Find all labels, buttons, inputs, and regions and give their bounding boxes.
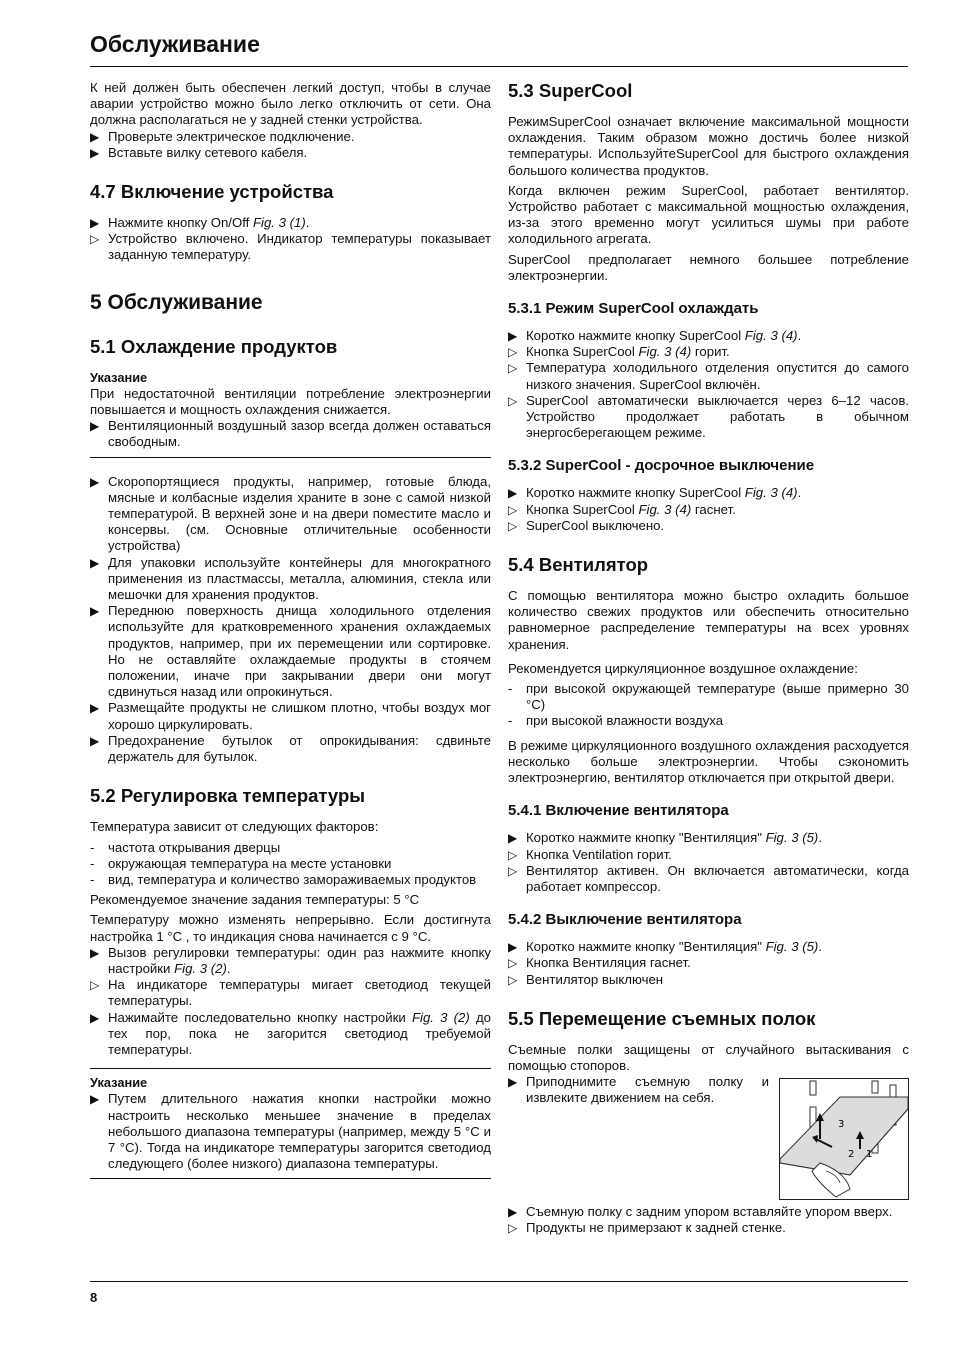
step-arrow-icon: ▶: [90, 733, 100, 748]
paragraph: Съемные полки защищены от случайного вытаскивания с помощью стопоров.: [508, 1041, 909, 1073]
note-text: При недостаточной вентиляции потребление электроэнергии повышается и мощность охлаждения снижается.: [90, 385, 491, 418]
result-triangle-icon: ▷: [508, 502, 518, 517]
instruction-step: ▶ Коротко нажмите кнопку SuperCool Fig. 3 (4).: [508, 328, 802, 344]
instruction-step: ▶ Скоропортящиеся продукты, например, готовые блюда, мясные и колбасные изделия храните в зоне с самой низкой температурой. В верхней зоне и на двери поместите масло и консервы. (см. Основные отличительные особенности устройства): [90, 473, 491, 554]
note-label: Указание: [90, 369, 148, 385]
paragraph: В режиме циркуляционного воздушного охлаждения расходуется несколько больше электроэнергии. Чтобы сэкономить электроэнергию, вентилятор отключается при открытой двери.: [508, 737, 909, 786]
instruction-step: ▶ Вызов регулировки температуры: один раз нажмите кнопку настройки Fig. 3 (2).: [90, 944, 491, 976]
result-triangle-icon: ▷: [90, 978, 100, 993]
instruction-step: ▶ Проверьте электрическое подключение.: [90, 128, 355, 144]
result-step: ▷ Температура холодильного отделения опустится до самого низкого значения. SuperCool включён.: [508, 360, 909, 392]
fig-label-3: 3: [838, 1119, 845, 1131]
step-arrow-icon: ▶: [90, 555, 100, 570]
instruction-step: ▶ Путем длительного нажатия кнопки настройки можно настроить несколько меньшее значение в пределах небольшого диапазона температуры (например, между 5 °C и 7 °C). Тогда на индикаторе температуры загорится светодиод следующего (более низкого) диапазона температуры.: [90, 1091, 491, 1172]
list-item: - частота открывания дверцы: [90, 839, 281, 855]
page-title: Обслуживание: [90, 31, 260, 57]
subsection-heading-5-3-1: 5.3.1 Режим SuperCool охлаждать: [508, 300, 759, 318]
intro-paragraph: К ней должен быть обеспечен легкий доступ, чтобы в случае аварии устройство можно было легко отключить от сети. Она должна располагаться не у задней стенки устройства.: [90, 80, 491, 128]
section-heading-5-1: 5.1 Охлаждение продуктов: [90, 335, 338, 357]
result-step: ▷ Кнопка SuperCool Fig. 3 (4) гаснет.: [508, 501, 736, 517]
instruction-step: ▶ Предохранение бутылок от опрокидывания: сдвиньте держатель для бутылок.: [90, 732, 491, 765]
fig-label-1: 1: [866, 1149, 873, 1161]
page-number: 8: [90, 1290, 98, 1305]
step-arrow-icon: ▶: [90, 945, 100, 960]
list-item: - окружающая температура на месте установки: [90, 855, 392, 871]
step-arrow-icon: ▶: [508, 940, 518, 955]
left-column: [90, 80, 491, 1179]
result-triangle-icon: ▷: [508, 1221, 518, 1236]
subsection-heading-5-3-2: 5.3.2 SuperCool - досрочное выключение: [508, 457, 815, 475]
section-heading-5-5: 5.5 Перемещение съемных полок: [508, 1007, 816, 1029]
step-arrow-icon: ▶: [508, 486, 518, 501]
footer-rule: [90, 1281, 908, 1282]
result-triangle-icon: ▷: [508, 956, 518, 971]
list-item: - при высокой окружающей температуре (выше примерно 30 °C): [508, 681, 909, 713]
result-triangle-icon: ▷: [508, 345, 518, 360]
result-step: ▷ На индикаторе температуры мигает светодиод текущей температуры.: [90, 977, 491, 1009]
instruction-step: ▶ Вставьте вилку сетевого кабеля.: [90, 144, 308, 160]
result-step: ▷ Кнопка SuperCool Fig. 3 (4) горит.: [508, 344, 730, 360]
header-rule: [90, 66, 908, 67]
shelf-instruction-row: [508, 1074, 909, 1200]
paragraph: Рекомендуемое значение задания температуры: 5 °C: [90, 892, 420, 908]
result-triangle-icon: ▷: [90, 232, 100, 247]
paragraph: Рекомендуется циркуляционное воздушное охлаждение:: [508, 660, 858, 676]
step-arrow-icon: ▶: [90, 129, 100, 144]
result-step: ▷ SuperCool автоматически выключается через 6–12 часов. Устройство продолжает работать в обычном энергосберегающем режиме.: [508, 392, 909, 441]
instruction-step: ▶ Нажимайте последовательно кнопку настройки Fig. 3 (2) до тех пор, пока не загорится светодиод требуемой температуры.: [90, 1009, 491, 1057]
section-heading-5-2: 5.2 Регулировка температуры: [90, 785, 366, 807]
paragraph: Когда включен режим SuperCool, работает вентилятор. Устройство работает с максимальной мощностью охлаждения, из-за этого временно могут усилиться шумы при работе холодильного агрегата.: [508, 182, 909, 247]
step-arrow-icon: ▶: [90, 701, 100, 716]
instruction-step: ▶ Для упаковки используйте контейнеры для многократного применения из пластмассы, металла, алюминия, стекла или мешочки для хранения продуктов.: [90, 554, 491, 603]
result-step: ▷ Устройство включено. Индикатор температуры показывает заданную температуру.: [90, 231, 491, 263]
chapter-heading-5: 5 Обслуживание: [90, 290, 263, 314]
instruction-step: ▶ Нажмите кнопку On/Off Fig. 3 (1).: [90, 215, 310, 231]
result-step: ▷ Продукты не примерзают к задней стенке.: [508, 1220, 786, 1236]
step-arrow-icon: ▶: [508, 1075, 518, 1090]
step-arrow-icon: ▶: [90, 145, 100, 160]
shelf-illustration-svg: [780, 1079, 908, 1199]
shelf-removal-illustration: [779, 1078, 909, 1200]
instruction-step: ▶ Приподнимите съемную полку и извлеките движением на себя.: [508, 1074, 769, 1106]
step-arrow-icon: ▶: [90, 604, 100, 619]
step-arrow-icon: ▶: [90, 419, 100, 434]
result-step: ▷ Кнопка Вентиляция гаснет.: [508, 955, 691, 971]
result-triangle-icon: ▷: [508, 518, 518, 533]
result-triangle-icon: ▷: [508, 972, 518, 987]
step-arrow-icon: ▶: [508, 831, 518, 846]
instruction-step: ▶ Размещайте продукты не слишком плотно, чтобы воздух мог хорошо циркулировать.: [90, 700, 491, 732]
paragraph: С помощью вентилятора можно быстро охладить большое количество свежих продуктов или обеспечить относительно равномерное распределение температуры на всех уровнях хранения.: [508, 588, 909, 652]
list-item: - при высокой влажности воздуха: [508, 713, 724, 729]
step-arrow-icon: ▶: [90, 1010, 100, 1025]
result-triangle-icon: ▷: [508, 393, 518, 408]
instruction-step: ▶ Коротко нажмите кнопку "Вентиляция" Fig. 3 (5).: [508, 830, 822, 846]
note-block: [90, 1068, 491, 1179]
step-arrow-icon: ▶: [90, 1092, 100, 1107]
instruction-step: ▶ Переднюю поверхность днища холодильного отделения используйте для кратковременного хранения охлаждаемых продуктов, например, при их перемещении или сортировке. Но не оставляйте охлаждаемые продукты в стоячем положении, иначе при закрывании двери они могут сдвинуться назад или опрокинуться.: [90, 603, 491, 700]
instruction-step: ▶ Коротко нажмите кнопку SuperCool Fig. 3 (4).: [508, 485, 802, 501]
result-triangle-icon: ▷: [508, 847, 518, 862]
fig-label-2: 2: [848, 1149, 855, 1161]
right-column: [508, 80, 909, 1237]
result-step: ▷ Кнопка Ventilation горит.: [508, 846, 672, 862]
paragraph: SuperCool предполагает немного большее потребление электроэнергии.: [508, 251, 909, 283]
step-arrow-icon: ▶: [90, 474, 100, 489]
note-block: [90, 418, 491, 457]
paragraph: РежимSuperCool означает включение максимальной мощности охлаждения. Таким образом можно достичь более низкой температуры. ИспользуйтеSuperCool для быстрого охлаждения большого количества продуктов.: [508, 114, 909, 178]
section-heading-4-7: 4.7 Включение устройства: [90, 181, 334, 203]
note-label: Указание: [90, 1075, 148, 1091]
section-heading-5-4: 5.4 Вентилятор: [508, 554, 649, 576]
step-arrow-icon: ▶: [508, 1205, 518, 1220]
list-item: - вид, температура и количество замораживаемых продуктов: [90, 871, 477, 887]
step-arrow-icon: ▶: [508, 329, 518, 344]
subsection-heading-5-4-1: 5.4.1 Включение вентилятора: [508, 802, 729, 820]
result-step: ▷ Вентилятор активен. Он включается автоматически, когда работает компрессор.: [508, 862, 909, 894]
result-triangle-icon: ▷: [508, 863, 518, 878]
paragraph: Температура зависит от следующих факторов:: [90, 819, 379, 835]
result-step: ▷ Вентилятор выключен: [508, 971, 664, 987]
result-triangle-icon: ▷: [508, 361, 518, 376]
step-arrow-icon: ▶: [90, 216, 100, 231]
subsection-heading-5-4-2: 5.4.2 Выключение вентилятора: [508, 911, 742, 929]
section-heading-5-3: 5.3 SuperCool: [508, 80, 633, 101]
instruction-step: ▶ Съемную полку с задним упором вставляйте упором вверх.: [508, 1204, 893, 1220]
paragraph: Температуру можно изменять непрерывно. Если достигнута настройка 1 °C , то индикация снова начинается с 9 °C.: [90, 912, 491, 944]
result-step: ▷ SuperCool выключено.: [508, 517, 665, 533]
instruction-step: ▶ Вентиляционный воздушный зазор всегда должен оставаться свободным.: [90, 418, 491, 450]
instruction-step: ▶ Коротко нажмите кнопку "Вентиляция" Fig. 3 (5).: [508, 939, 822, 955]
